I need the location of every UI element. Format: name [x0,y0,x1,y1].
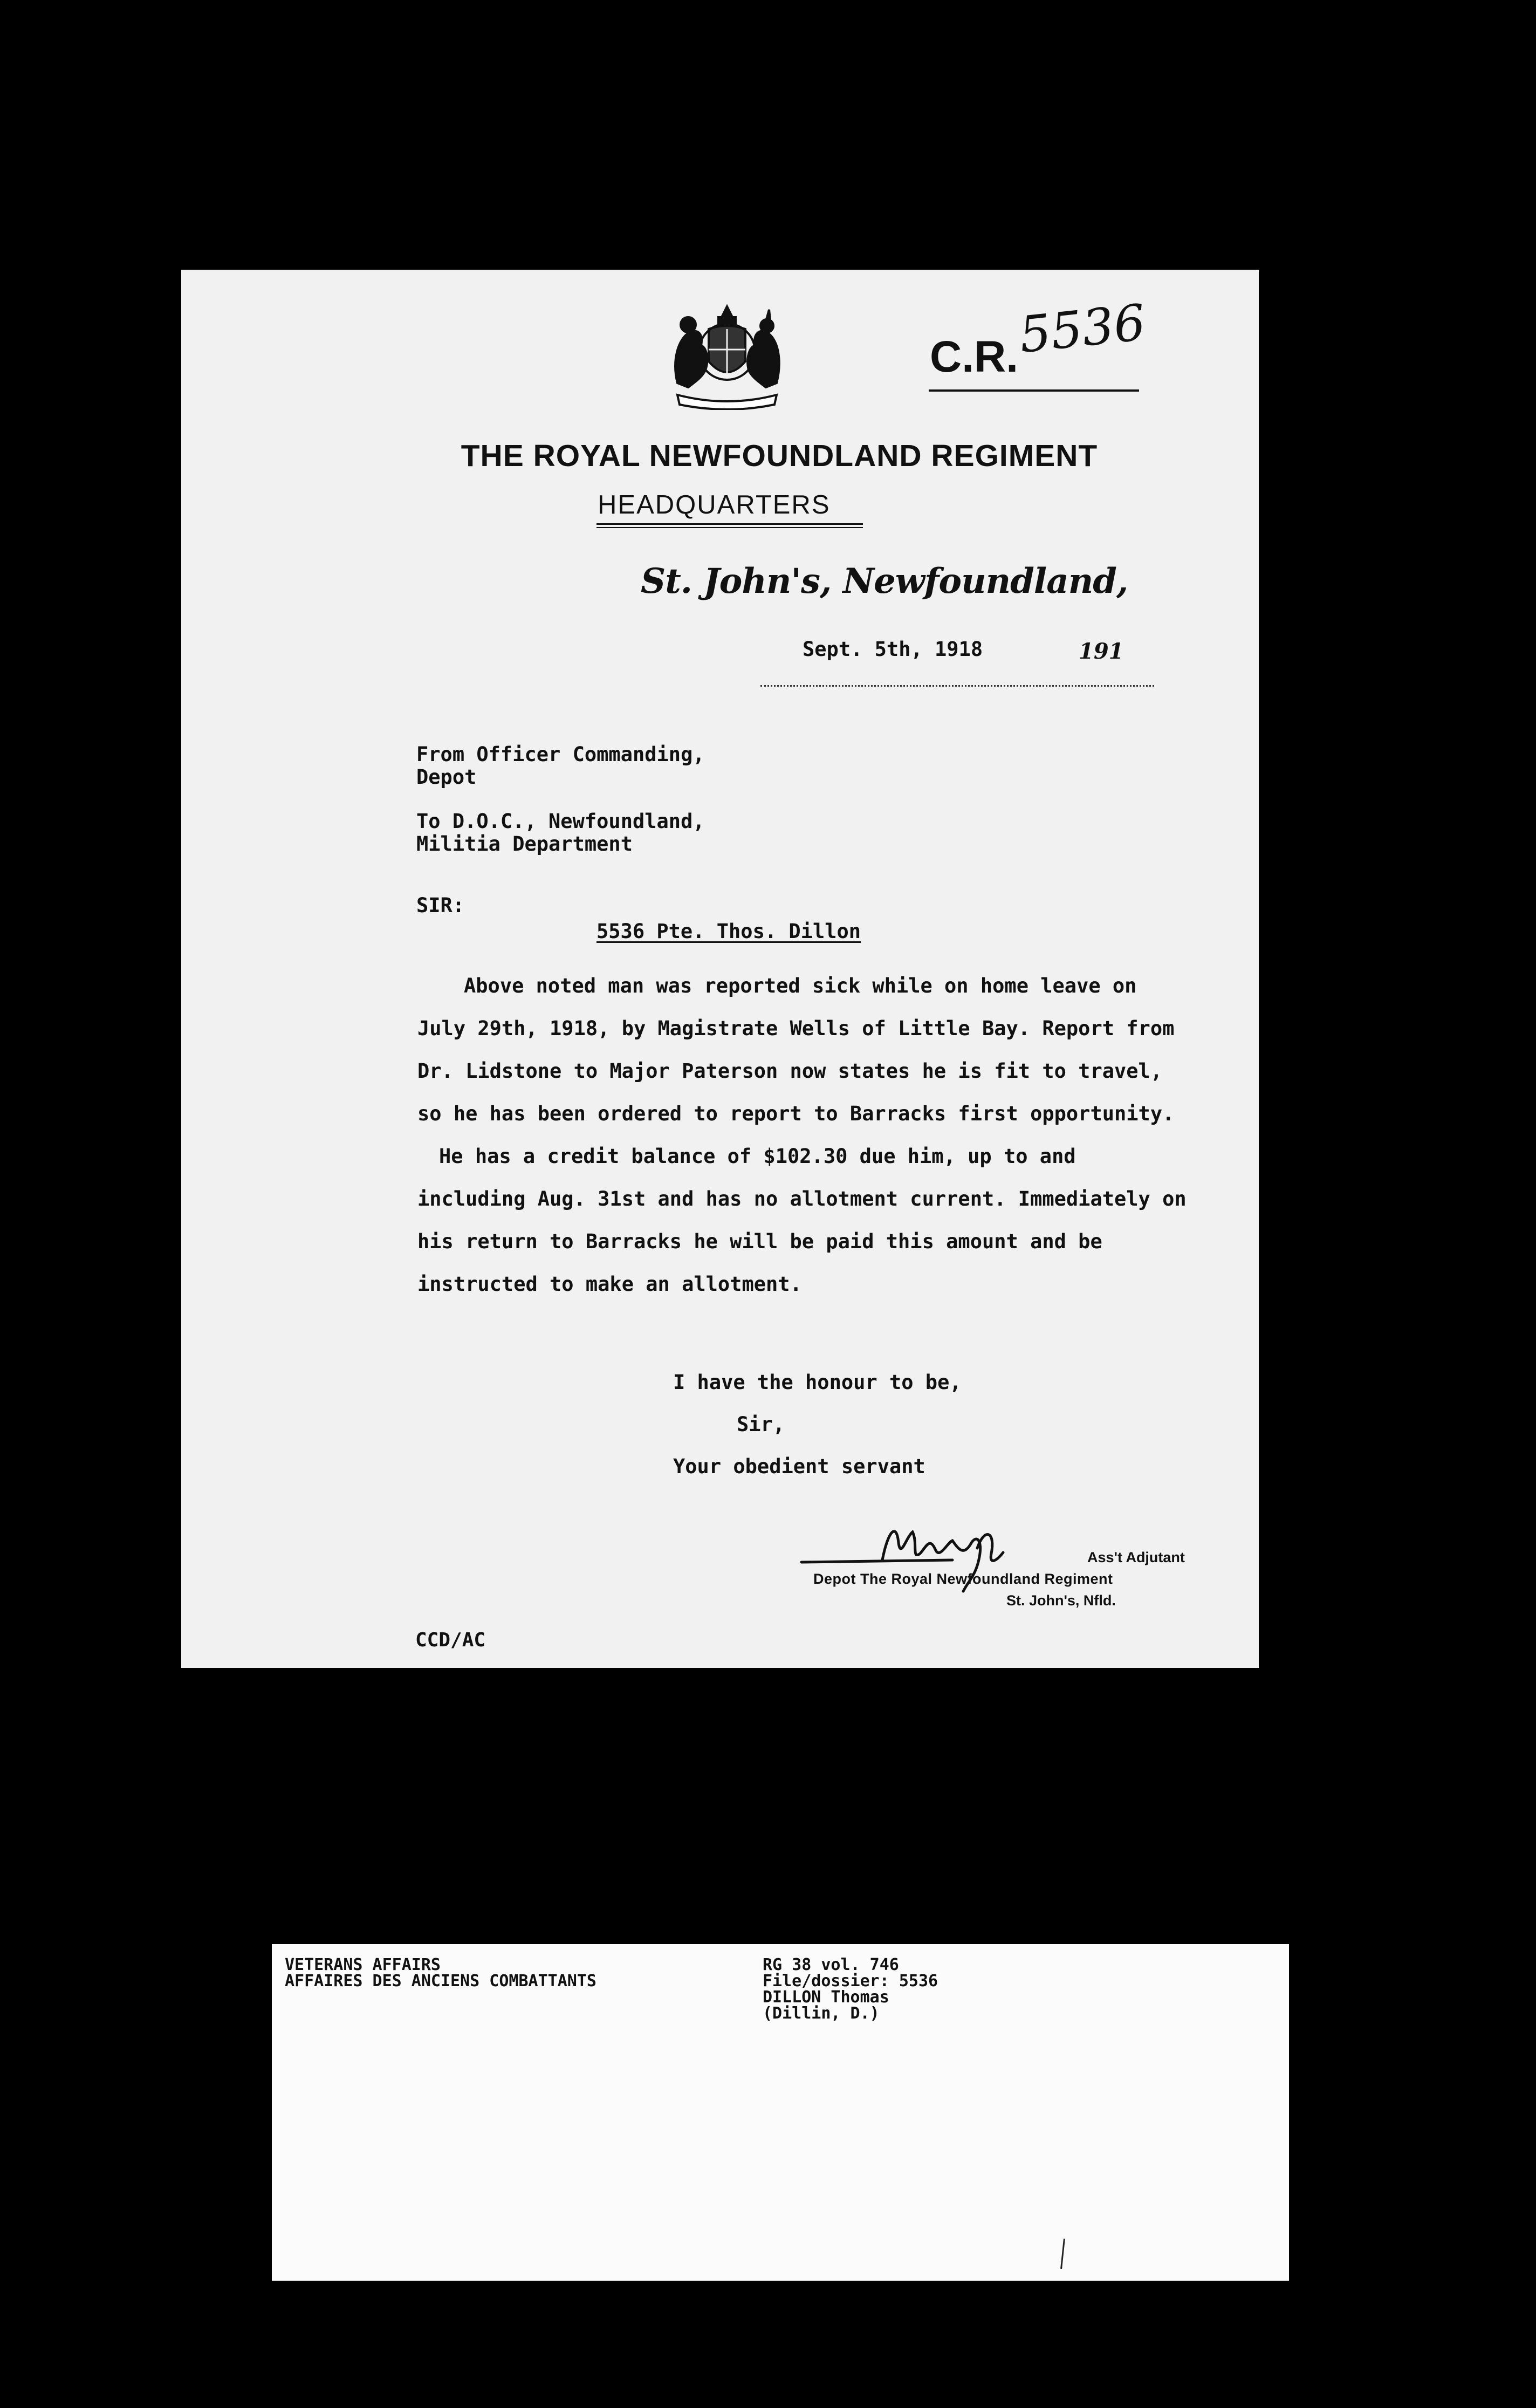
heading-rule [596,527,863,528]
file-number-underline [929,389,1139,392]
salutation: SIR: [416,894,465,917]
letter-date: Sept. 5th, 1918 [803,638,983,661]
archive-alias-name: (Dillin, D.) [763,2004,880,2023]
archive-agency-fr: AFFAIRES DES ANCIENS COMBATTANTS [285,1972,596,1990]
letterhead-place: St. John's, Newfoundland, [641,561,1128,601]
paragraph-2: He has a credit balance of $102.30 due him, up to and including Aug. 31st and has no allotment current. Immediately on his return to Barracks he will be paid this amount and be instructed to make an allotment. [417,1145,1187,1296]
archive-subject-name: DILLON Thomas [763,1988,889,2007]
reference-code: CCD/AC [415,1629,486,1651]
pen-mark [1060,2239,1065,2269]
letter-body [417,964,1194,1305]
archive-agency-en: VETERANS AFFAIRS [285,1955,441,1974]
file-number-handwritten: 5536 [1016,293,1148,364]
printed-year-prefix: 191 [1079,639,1124,664]
from-line: Depot [416,765,477,789]
organization-name: THE ROYAL NEWFOUNDLAND REGIMENT [461,439,1098,473]
subject-line: 5536 Pte. Thos. Dillon [596,920,861,943]
file-label: C.R. [930,332,1018,381]
closing-line: Your obedient servant [673,1455,925,1478]
heading-rule [596,523,863,525]
department-heading: HEADQUARTERS [598,490,831,519]
to-line: To D.O.C., Newfoundland, [416,810,705,833]
archive-volume: RG 38 vol. 746 [763,1955,899,1974]
letter-page [181,270,1259,1668]
to-line: Militia Department [416,832,633,856]
closing-line: I have the honour to be, [673,1371,962,1394]
royal-coat-of-arms-icon [656,302,798,410]
paragraph-1: Above noted man was reported sick while on home leave on July 29th, 1918, by Magistrate Wells of Little Bay. Report from Dr. Lidstone to Major Paterson now states he is fit to travel, so he has been ordered to report to Barracks first opportunity. [417,974,1175,1125]
from-line: From Officer Commanding, [416,743,705,766]
archive-file-number: File/dossier: 5536 [763,1972,938,1990]
closing-line: Sir, [737,1413,785,1436]
signatory-title: Ass't Adjutant [1087,1549,1185,1565]
signatory-unit-stamp: Depot The Royal Newfoundland Regiment [813,1571,1113,1587]
signatory-location-stamp: St. John's, Nfld. [1006,1592,1116,1609]
archive-label-card [272,1944,1289,2281]
